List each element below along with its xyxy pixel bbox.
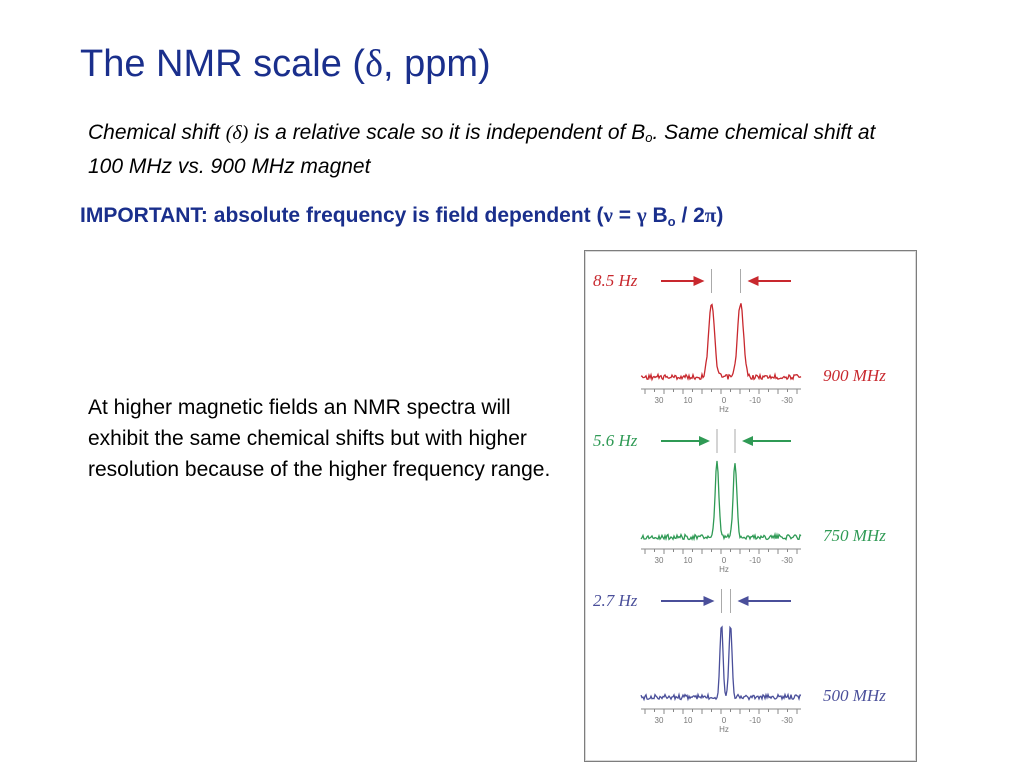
chemical-shift-note: Chemical shift (δ) is a relative scale so it is independent of $B_o$. Same chemical shift at 100 MHz vs. 900 MHz magnet <box>88 121 876 178</box>
tick-label: 10 <box>683 556 693 565</box>
arrow-left-head <box>694 276 705 286</box>
tick-label: -10 <box>749 716 761 725</box>
spectrum-trace <box>641 627 801 700</box>
delta-symbol: δ <box>365 43 383 85</box>
tick-label: -10 <box>749 556 761 565</box>
tick-label: 30 <box>654 556 664 565</box>
spectra-svg <box>585 251 916 761</box>
important-note: IMPORTANT: absolute frequency is field dependent (ν = γ $B_o / 2\pi$) <box>80 203 724 229</box>
tick-label: -30 <box>781 396 793 405</box>
axis-unit-label: Hz <box>719 725 729 734</box>
arrow-right-head <box>738 596 749 606</box>
arrow-right-head <box>742 436 753 446</box>
tick-label: 10 <box>683 396 693 405</box>
field-label: 500 MHz <box>823 686 886 705</box>
tick-label: 0 <box>721 396 727 405</box>
tick-label: 30 <box>654 396 664 405</box>
spectrum-trace <box>641 461 801 540</box>
axis-unit-label: Hz <box>719 565 729 574</box>
tick-label: -30 <box>781 716 793 725</box>
resolution-explanation: At higher magnetic fields an NMR spectra will exhibit the same chemical shifts but with higher resolution because of the higher frequency range. <box>88 396 551 481</box>
axis-unit-label: Hz <box>719 405 729 414</box>
tick-label: 10 <box>683 716 693 725</box>
arrow-right-head <box>748 276 759 286</box>
nmr-spectra-figure <box>584 250 917 762</box>
arrow-left-head <box>704 596 715 606</box>
splitting-label: 2.7 Hz <box>593 591 638 610</box>
tick-label: 30 <box>654 716 664 725</box>
field-label: 750 MHz <box>823 526 886 545</box>
spectrum-trace <box>641 303 801 379</box>
slide-title: The NMR scale (δ, ppm) <box>80 43 491 85</box>
splitting-label: 5.6 Hz <box>593 431 638 450</box>
field-label: 900 MHz <box>823 366 886 385</box>
arrow-left-head <box>699 436 710 446</box>
tick-label: 0 <box>721 556 727 565</box>
splitting-label: 8.5 Hz <box>593 271 638 290</box>
tick-label: -10 <box>749 396 761 405</box>
tick-label: -30 <box>781 556 793 565</box>
tick-label: 0 <box>721 716 727 725</box>
